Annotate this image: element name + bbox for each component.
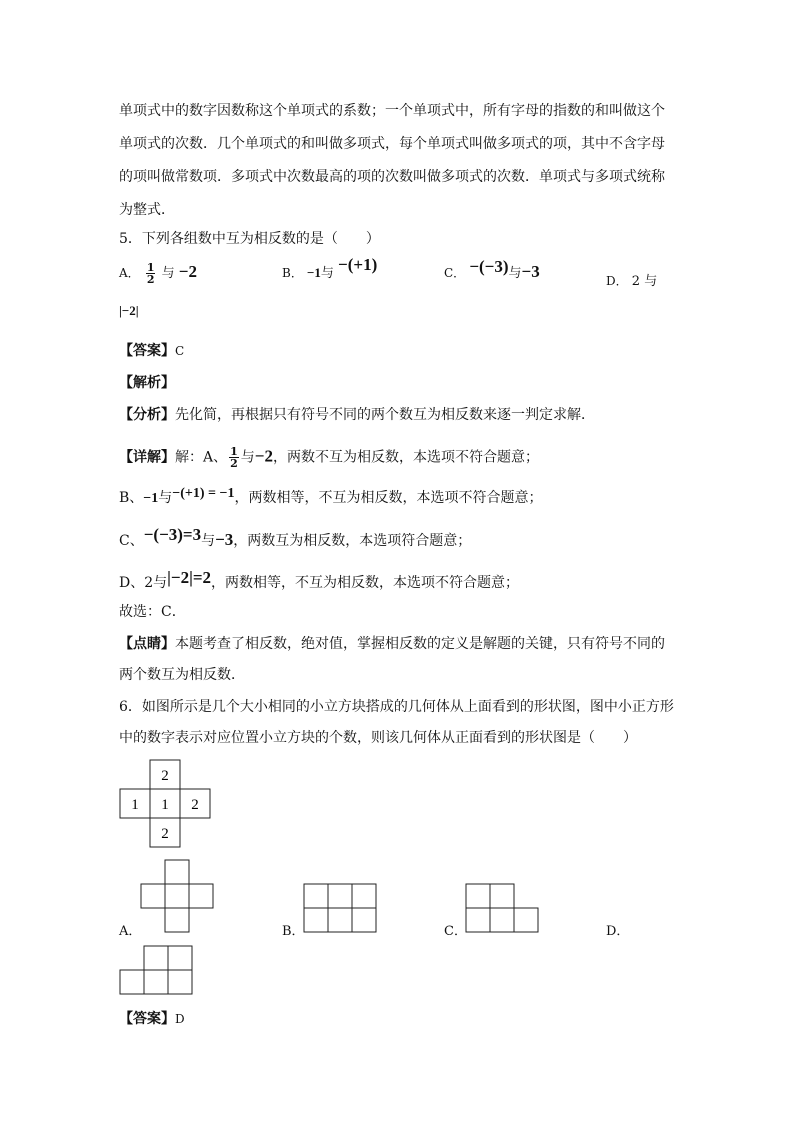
fenxi-text: 先化简，再根据只有符号不同的两个数互为相反数来逐一判定求解． — [175, 407, 595, 423]
q5-option-d — [606, 270, 657, 289]
q5-stem: 5．下列各组数中互为相反数的是（ ） — [119, 231, 380, 247]
q6-stem-line-2: 中的数字表示对应位置小立方块的个数，则该几何体从正面看到的形状图是（ ） — [119, 730, 637, 746]
answer-tag: 【答案】 — [119, 343, 175, 359]
intro-line-1: 单项式中的数字因数称这个单项式的系数；一个单项式中，所有字母的指数的和叫做这个 — [119, 103, 665, 119]
option-c-left: −(−3) — [469, 257, 509, 276]
q6-option-a-figure — [140, 858, 218, 934]
fenxi-tag: 【分析】 — [119, 407, 175, 423]
q5-dianjing — [119, 634, 665, 654]
option-a-denominator: 2 — [146, 273, 155, 286]
q5-conclusion: 故选：C． — [119, 604, 186, 620]
option-d-label: D． — [606, 274, 628, 288]
q6-option-b-figure — [303, 882, 379, 934]
detail-a-right: −2 — [254, 446, 273, 466]
q5-dianjing-line-2: 两个数互为相反数． — [119, 667, 245, 683]
q5-analysis-tag: 【解析】 — [119, 375, 175, 391]
q5-detail-a — [119, 446, 539, 469]
detail-d-left: 2 — [144, 575, 154, 591]
option-b-left: −1 — [306, 265, 321, 280]
q5-option-b — [282, 255, 378, 282]
option-b-label: B． — [282, 266, 303, 280]
option-c-right: −3 — [521, 262, 540, 281]
grid-left-count: 1 — [131, 797, 139, 813]
q5-detail-c — [119, 525, 472, 551]
detail-b-prefix: B、 — [119, 490, 144, 506]
option-a-right: −2 — [178, 262, 197, 281]
detail-a-fraction — [229, 446, 239, 469]
q6-answer-tag: 【答案】 — [119, 1011, 175, 1027]
detail-d-text: ，两数相等，不互为相反数，本选项不符合题意； — [211, 575, 520, 591]
option-d-right: |−2| — [119, 303, 139, 318]
detail-c-prefix: C、 — [119, 533, 144, 549]
option-b-right: −(+1) — [338, 255, 378, 274]
answer-value: C — [175, 344, 185, 358]
q5-detail-b — [119, 488, 543, 509]
q6-option-d-figure — [119, 944, 195, 996]
q6-option-b-label: B． — [282, 924, 305, 939]
grid-top-count: 2 — [161, 768, 169, 784]
q5-answer — [119, 341, 184, 361]
option-b-with: 与 — [320, 266, 334, 281]
intro-line-3: 的项叫做常数项．多项式中次数最高的项的次数叫做多项式的次数．单项式与多项式统称 — [119, 169, 665, 185]
q6-option-c-figure — [465, 882, 541, 934]
top-view-grid — [118, 758, 214, 850]
detail-c-expr: −(−3)=3 — [143, 525, 202, 544]
detail-b-left: −1 — [143, 491, 159, 506]
grid-center-count: 1 — [161, 797, 169, 813]
q6-answer-value: D — [175, 1012, 185, 1026]
detail-b-with: 与 — [158, 490, 173, 506]
detail-c-text: ，两数互为相反数，本选项符合题意； — [233, 533, 472, 549]
q6-answer — [119, 1009, 185, 1029]
detail-a-with: 与 — [240, 449, 255, 466]
q6-option-c-label: C． — [444, 924, 467, 939]
q6-option-d-label: D． — [606, 924, 630, 939]
detail-d-prefix: D、 — [119, 575, 145, 591]
dianjing-tag: 【点睛】 — [119, 636, 175, 652]
option-c-label: C． — [444, 266, 466, 280]
detail-a-denominator: 2 — [230, 457, 238, 470]
detail-b-text: ，两数相等，不互为相反数，本选项不符合题意； — [234, 490, 543, 506]
detail-b-expr: −(+1) = −1 — [172, 486, 235, 501]
intro-line-2: 单项式的次数．几个单项式的和叫做多项式，每个单项式叫做多项式的项，其中不含字母 — [119, 136, 665, 152]
q6-stem-line-1: 6．如图所示是几个大小相同的小立方块搭成的几何体从上面看到的形状图，图中小正方形 — [119, 699, 674, 715]
q5-fenxi — [119, 405, 595, 425]
grid-right-count: 2 — [191, 797, 199, 813]
detail-c-right: −3 — [215, 530, 234, 549]
detail-d-with: 与 — [153, 575, 168, 591]
q5-option-c — [444, 257, 540, 282]
q5-option-a — [119, 262, 197, 285]
detail-c-with: 与 — [201, 533, 216, 549]
grid-bottom-count: 2 — [161, 826, 169, 842]
q5-detail-d — [119, 568, 520, 593]
intro-line-4: 为整式． — [119, 202, 175, 218]
option-a-label: A． — [119, 266, 140, 280]
detail-tag: 【详解】 — [119, 449, 175, 466]
detail-a-numerator: 1 — [230, 445, 238, 458]
option-a-with: 与 — [161, 266, 175, 281]
detail-a-prefix: 解：A、 — [175, 449, 228, 466]
option-a-fraction — [146, 262, 156, 285]
detail-a-text: ，两数不互为相反数，本选项不符合题意； — [272, 449, 539, 466]
dianjing-line-1: 本题考查了相反数，绝对值，掌握相反数的定义是解题的关键，只有符号不同的 — [175, 636, 665, 652]
option-c-with: 与 — [508, 266, 522, 281]
option-a-numerator: 1 — [146, 261, 155, 274]
detail-d-expr: |−2|=2 — [167, 568, 212, 587]
q6-option-a-label: A． — [119, 924, 142, 939]
option-d-with: 与 — [644, 274, 658, 289]
option-d-left: 2 — [631, 274, 641, 289]
